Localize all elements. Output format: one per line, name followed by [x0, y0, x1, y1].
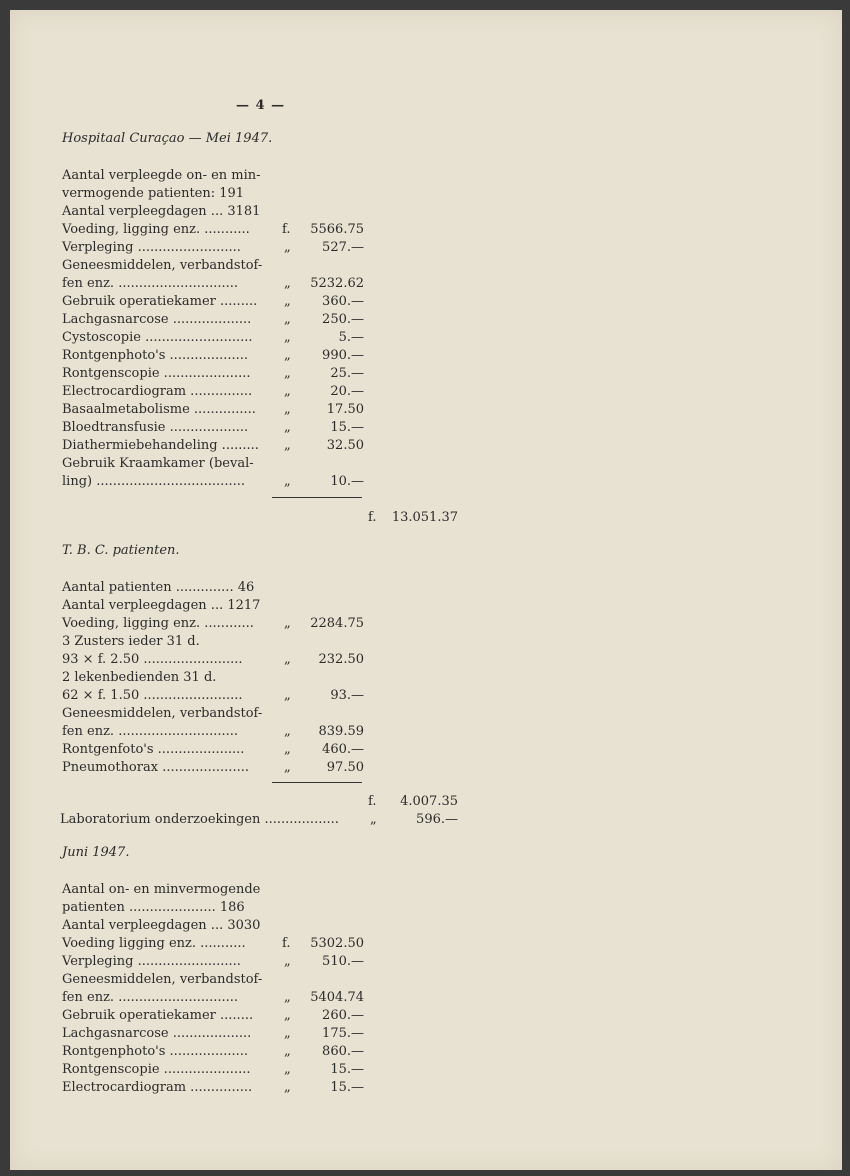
tbc-row-label: 62 × f. 1.50 ........................ [62, 688, 243, 703]
may-row-mark: „ [284, 366, 291, 381]
may-total-mark: f. [368, 510, 377, 525]
may-row-amount: 20.— [330, 384, 364, 399]
may-row-mark: „ [284, 240, 291, 255]
may-row-label: Rontgenscopie ..................... [62, 366, 251, 381]
lab-label: Laboratorium onderzoekingen .................. [60, 812, 339, 827]
tbc-row-mark: „ [284, 652, 291, 667]
june-row-label: fen enz. ............................. [62, 990, 239, 1005]
may-row-mark: „ [284, 330, 291, 345]
june-row-label: Geneesmiddelen, verbandstof- [62, 972, 263, 987]
section-heading-june: Juni 1947. [62, 845, 130, 860]
tbc-row-amount: 460.— [322, 742, 364, 757]
june-row-mark: „ [284, 954, 291, 969]
may-row-label: Cystoscopie .......................... [62, 330, 253, 345]
june-row-mark: „ [284, 1062, 291, 1077]
may-row-amount: 15.— [330, 420, 364, 435]
june-row-mark: f. [282, 936, 291, 951]
june-row-amount: 15.— [330, 1080, 364, 1095]
tbc-row-label: 2 lekenbedienden 31 d. [62, 670, 217, 685]
may-row-label: Basaalmetabolisme ............... [62, 402, 256, 417]
tbc-row-amount: 839.59 [318, 724, 364, 739]
may-row-label: Gebruik Kraamkamer (beval- [62, 456, 254, 471]
tbc-row-label: 3 Zusters ieder 31 d. [62, 634, 200, 649]
june-row-label: Gebruik operatiekamer ........ [62, 1008, 254, 1023]
tbc-row-amount: 93.— [330, 688, 364, 703]
may-row-amount: 527.— [322, 240, 364, 255]
may-patients-line1: Aantal verpleegde on- en min- [62, 168, 261, 183]
june-row-label: Lachgasnarcose ................... [62, 1026, 252, 1041]
may-row-amount: 32.50 [326, 438, 364, 453]
tbc-days: Aantal verpleegdagen ... 1217 [62, 598, 261, 613]
may-row-amount: 990.— [322, 348, 364, 363]
tbc-row-label: Pneumothorax ..................... [62, 760, 249, 775]
tbc-row-mark: „ [284, 724, 291, 739]
june-row-label: Rontgenscopie ..................... [62, 1062, 251, 1077]
june-row-amount: 15.— [330, 1062, 364, 1077]
lab-amount: 596.— [416, 812, 458, 827]
may-row-mark: „ [284, 348, 291, 363]
tbc-row-amount: 97.50 [326, 760, 364, 775]
june-row-mark: „ [284, 1008, 291, 1023]
may-row-mark: „ [284, 384, 291, 399]
june-row-amount: 5302.50 [310, 936, 364, 951]
june-row-amount: 260.— [322, 1008, 364, 1023]
may-row-label: Diathermiebehandeling ......... [62, 438, 259, 453]
june-row-amount: 860.— [322, 1044, 364, 1059]
may-row-mark: f. [282, 222, 291, 237]
may-row-label: Verpleging ......................... [62, 240, 241, 255]
document-page [10, 10, 842, 1170]
tbc-row-label: fen enz. ............................. [62, 724, 239, 739]
may-patients-line2: vermogende patienten: 191 [62, 186, 245, 201]
may-row-label: Bloedtransfusie ................... [62, 420, 249, 435]
may-row-amount: 5566.75 [310, 222, 364, 237]
june-row-amount: 175.— [322, 1026, 364, 1041]
may-row-amount: 5232.62 [310, 276, 364, 291]
may-row-amount: 5.— [338, 330, 364, 345]
tbc-total-mark: f. [368, 794, 377, 809]
june-patients-line2: patienten ..................... 186 [62, 900, 245, 915]
may-row-label: Rontgenphoto's ................... [62, 348, 249, 363]
tbc-row-label: Geneesmiddelen, verbandstof- [62, 706, 263, 721]
may-row-label: Geneesmiddelen, verbandstof- [62, 258, 263, 273]
may-row-mark: „ [284, 474, 291, 489]
tbc-row-mark: „ [284, 760, 291, 775]
tbc-row-amount: 232.50 [318, 652, 364, 667]
tbc-row-label: 93 × f. 2.50 ........................ [62, 652, 243, 667]
tbc-row-amount: 2284.75 [310, 616, 364, 631]
may-total: 13.051.37 [391, 510, 458, 525]
june-row-mark: „ [284, 1044, 291, 1059]
tbc-row-mark: „ [284, 688, 291, 703]
may-days: Aantal verpleegdagen ... 3181 [62, 204, 261, 219]
may-row-amount: 250.— [322, 312, 364, 327]
june-row-label: Electrocardiogram ............... [62, 1080, 253, 1095]
may-row-amount: 360.— [322, 294, 364, 309]
may-row-label: Gebruik operatiekamer ......... [62, 294, 258, 309]
may-row-mark: „ [284, 420, 291, 435]
june-row-mark: „ [284, 1080, 291, 1095]
may-row-label: ling) .................................... [62, 474, 245, 489]
june-row-mark: „ [284, 1026, 291, 1041]
june-row-label: Rontgenphoto's ................... [62, 1044, 249, 1059]
tbc-row-mark: „ [284, 742, 291, 757]
may-row-mark: „ [284, 312, 291, 327]
tbc-patients: Aantal patienten .............. 46 [62, 580, 255, 595]
tbc-total: 4.007.35 [400, 794, 458, 809]
section-heading-may: Hospitaal Curaçao — Mei 1947. [62, 131, 273, 146]
june-row-label: Verpleging ......................... [62, 954, 241, 969]
section-heading-tbc: T. B. C. patienten. [62, 543, 180, 558]
may-row-amount: 10.— [330, 474, 364, 489]
may-row-mark: „ [284, 402, 291, 417]
june-row-amount: 510.— [322, 954, 364, 969]
tbc-row-mark: „ [284, 616, 291, 631]
may-row-mark: „ [284, 276, 291, 291]
may-subtotal-rule [272, 497, 362, 498]
may-row-label: Lachgasnarcose ................... [62, 312, 252, 327]
may-row-label: Electrocardiogram ............... [62, 384, 253, 399]
tbc-row-label: Rontgenfoto's ..................... [62, 742, 245, 757]
may-row-label: Voeding, ligging enz. ........... [62, 222, 250, 237]
tbc-row-label: Voeding, ligging enz. ............ [62, 616, 254, 631]
may-row-amount: 17.50 [326, 402, 364, 417]
may-row-label: fen enz. ............................. [62, 276, 239, 291]
june-patients-line1: Aantal on- en minvermogende [62, 882, 261, 897]
lab-mark: „ [370, 812, 377, 827]
may-row-mark: „ [284, 294, 291, 309]
june-row-mark: „ [284, 990, 291, 1005]
may-row-mark: „ [284, 438, 291, 453]
page-number: — 4 — [236, 98, 286, 113]
may-row-amount: 25.— [330, 366, 364, 381]
june-days: Aantal verpleegdagen ... 3030 [62, 918, 261, 933]
tbc-subtotal-rule [272, 782, 362, 783]
june-row-label: Voeding ligging enz. ........... [62, 936, 246, 951]
june-row-amount: 5404.74 [310, 990, 364, 1005]
